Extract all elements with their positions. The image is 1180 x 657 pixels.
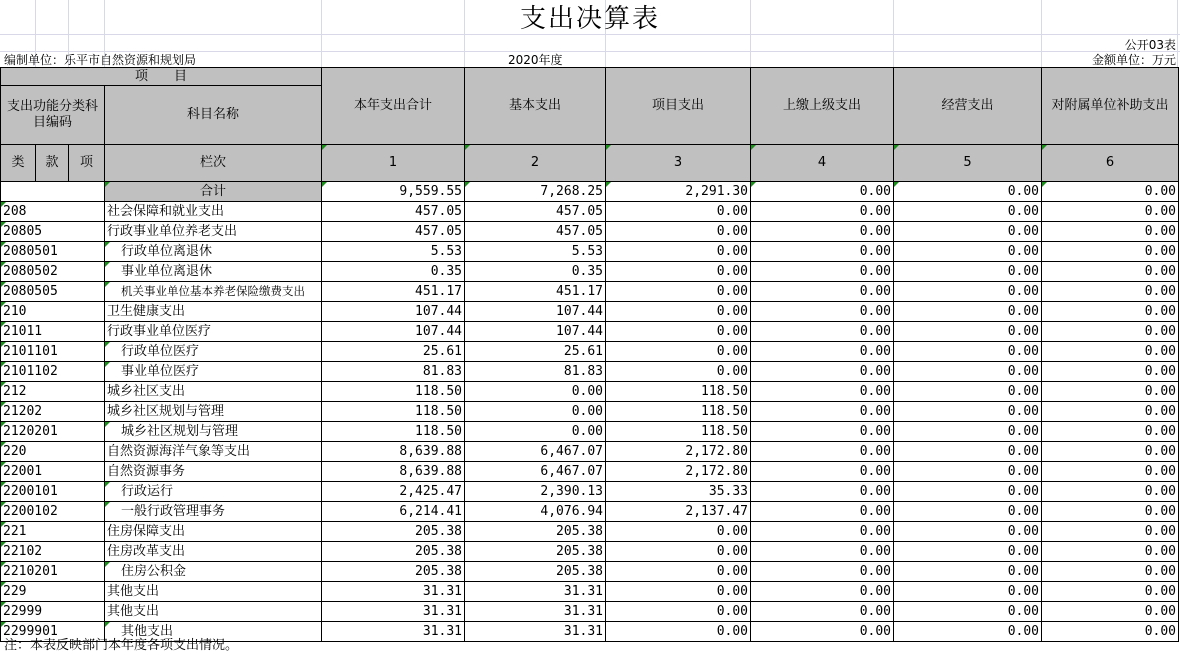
total-cell: 7,268.25 [465,182,606,202]
function-code-cell: 21011 [1,322,105,342]
amount-cell: 0.00 [465,402,606,422]
table-row [1,522,1179,542]
subject-name-cell: 事业单位医疗 [105,362,322,382]
col-header-6: 对附属单位补助支出 [1042,68,1179,145]
amount-cell: 0.00 [751,262,894,282]
fiscal-year: 2020年度 [508,53,563,67]
function-code-cell: 2200102 [1,502,105,522]
amount-cell: 0.00 [894,422,1042,442]
amount-cell: 0.00 [1042,522,1179,542]
subject-name-cell: 行政运行 [105,482,322,502]
amount-cell: 0.00 [751,362,894,382]
amount-cell: 2,172.80 [606,462,751,482]
amount-cell: 0.00 [751,322,894,342]
col-number-6: 6 [1042,145,1179,182]
amount-cell: 0.00 [606,522,751,542]
amount-cell: 0.00 [465,382,606,402]
amount-cell: 0.00 [1042,262,1179,282]
amount-cell: 2,425.47 [322,482,465,502]
function-code-cell: 210 [1,302,105,322]
amount-cell: 0.00 [894,582,1042,602]
amount-cell: 118.50 [322,402,465,422]
amount-cell: 0.35 [465,262,606,282]
amount-cell: 0.00 [1042,202,1179,222]
col-number-2: 2 [465,145,606,182]
reporting-unit: 编制单位：乐平市自然资源和规划局 [4,53,197,67]
lanci-label: 栏次 [105,145,322,182]
amount-cell: 0.00 [894,402,1042,422]
table-row [1,502,1179,522]
func-code-header: 支出功能分类科目编码 [1,86,105,145]
amount-cell: 0.00 [751,282,894,302]
amount-cell: 107.44 [465,322,606,342]
table-row [1,582,1179,602]
subject-name-cell: 其他支出 [105,622,322,642]
amount-cell: 0.00 [751,422,894,442]
amount-cell: 107.44 [322,302,465,322]
amount-cell: 107.44 [465,302,606,322]
amount-cell: 0.00 [751,222,894,242]
amount-cell: 31.31 [465,602,606,622]
subject-name-cell: 自然资源事务 [105,462,322,482]
col-number-3: 3 [606,145,751,182]
amount-cell: 0.00 [894,222,1042,242]
amount-cell: 0.00 [894,522,1042,542]
amount-cell: 6,467.07 [465,442,606,462]
subject-name-cell: 机关事业单位基本养老保险缴费支出 [105,282,322,302]
table-row [1,242,1179,262]
table-row [1,282,1179,302]
amount-cell: 0.00 [1042,342,1179,362]
amount-cell: 2,172.80 [606,442,751,462]
subject-name-cell: 城乡社区规划与管理 [105,402,322,422]
subject-name-cell: 城乡社区支出 [105,382,322,402]
amount-cell: 2,137.47 [606,502,751,522]
table-row [1,302,1179,322]
amount-cell: 8,639.88 [322,442,465,462]
table-note: 注：本表反映部门本年度各项支出情况。 [4,638,239,653]
amount-cell: 31.31 [465,582,606,602]
function-code-cell: 20805 [1,222,105,242]
amount-cell: 205.38 [322,522,465,542]
amount-cell: 6,214.41 [322,502,465,522]
amount-cell: 0.00 [1042,442,1179,462]
amount-cell: 0.00 [894,262,1042,282]
amount-cell: 0.00 [1042,302,1179,322]
amount-cell: 0.00 [894,242,1042,262]
subject-name-cell: 住房公积金 [105,562,322,582]
amount-cell: 0.00 [894,622,1042,642]
table-row [1,422,1179,442]
total-cell: 0.00 [894,182,1042,202]
amount-cell: 0.00 [751,442,894,462]
table-row [1,402,1179,422]
amount-cell: 0.00 [894,502,1042,522]
subject-name-cell: 住房改革支出 [105,542,322,562]
subject-name-cell: 行政事业单位养老支出 [105,222,322,242]
amount-cell: 0.00 [894,322,1042,342]
amount-cell: 205.38 [322,562,465,582]
amount-cell: 0.00 [1042,362,1179,382]
function-code-cell: 2101101 [1,342,105,362]
amount-cell: 0.00 [751,382,894,402]
col-header-1: 本年支出合计 [322,68,465,145]
amount-cell: 0.00 [894,202,1042,222]
amount-cell: 0.00 [1042,482,1179,502]
amount-cell: 205.38 [465,522,606,542]
col-header-4: 上缴上级支出 [751,68,894,145]
subject-name-cell: 社会保障和就业支出 [105,202,322,222]
amount-cell: 0.00 [751,562,894,582]
amount-cell: 457.05 [465,202,606,222]
table-row [1,462,1179,482]
amount-cell: 25.61 [322,342,465,362]
subject-name-cell: 其他支出 [105,582,322,602]
function-code-cell: 221 [1,522,105,542]
amount-cell: 8,639.88 [322,462,465,482]
amount-cell: 0.00 [894,342,1042,362]
amount-cell: 205.38 [322,542,465,562]
amount-cell: 451.17 [465,282,606,302]
amount-cell: 457.05 [465,222,606,242]
table-row [1,222,1179,242]
amount-cell: 0.00 [894,302,1042,322]
table-row [1,382,1179,402]
col-number-1: 1 [322,145,465,182]
amount-cell: 0.00 [1042,222,1179,242]
amount-cell: 31.31 [322,602,465,622]
amount-cell: 0.00 [1042,462,1179,482]
amount-cell: 0.00 [1042,542,1179,562]
amount-cell: 0.00 [751,482,894,502]
amount-cell: 118.50 [606,382,751,402]
table-row [1,482,1179,502]
total-cell: 9,559.55 [322,182,465,202]
lanci-row [1,145,1179,182]
amount-cell: 0.00 [606,582,751,602]
amount-cell: 0.00 [606,342,751,362]
function-code-cell: 22999 [1,602,105,622]
table-row [1,562,1179,582]
amount-cell: 6,467.07 [465,462,606,482]
amount-cell: 0.00 [606,562,751,582]
table-row [1,202,1179,222]
table-row [1,342,1179,362]
amount-cell: 118.50 [606,402,751,422]
report-title: 支出决算表 [519,4,660,34]
amount-cell: 0.00 [1042,322,1179,342]
amount-cell: 0.00 [751,342,894,362]
subject-name-cell: 自然资源海洋气象等支出 [105,442,322,462]
amount-cell: 0.00 [606,242,751,262]
amount-cell: 0.00 [751,542,894,562]
amount-cell: 0.00 [606,262,751,282]
subject-name-cell: 一般行政管理事务 [105,502,322,522]
amount-cell: 0.00 [1042,282,1179,302]
amount-cell: 0.00 [465,422,606,442]
subject-name-cell: 卫生健康支出 [105,302,322,322]
form-number: 公开03表 [1124,38,1176,52]
table-row [1,442,1179,462]
amount-cell: 451.17 [322,282,465,302]
subject-name-cell: 其他支出 [105,602,322,622]
amount-cell: 0.00 [606,362,751,382]
amount-cell: 0.00 [894,382,1042,402]
amount-cell: 0.00 [894,362,1042,382]
table-row [1,542,1179,562]
amount-cell: 205.38 [465,542,606,562]
amount-cell: 31.31 [465,622,606,642]
table-row [1,262,1179,282]
function-code-cell: 208 [1,202,105,222]
function-code-cell: 2080505 [1,282,105,302]
function-code-cell: 220 [1,442,105,462]
amount-cell: 81.83 [465,362,606,382]
header-row-1 [1,68,1179,86]
amount-cell: 0.00 [751,242,894,262]
amount-cell: 457.05 [322,202,465,222]
amount-cell: 0.00 [751,582,894,602]
item-header: 项 目 [1,68,322,86]
amount-cell: 0.00 [894,602,1042,622]
table-body [1,68,1179,642]
amount-cell: 0.00 [1042,502,1179,522]
amount-cell: 0.00 [894,482,1042,502]
amount-cell: 0.00 [751,622,894,642]
amount-cell: 4,076.94 [465,502,606,522]
total-label: 合计 [105,182,322,202]
col-header-5: 经营支出 [894,68,1042,145]
amount-cell: 0.00 [894,442,1042,462]
function-code-cell: 2101102 [1,362,105,382]
function-code-cell: 21202 [1,402,105,422]
amount-cell: 0.35 [322,262,465,282]
col-header-2: 基本支出 [465,68,606,145]
total-row [1,182,1179,202]
subject-name-cell: 事业单位离退休 [105,262,322,282]
amount-cell: 0.00 [751,302,894,322]
amount-cell: 0.00 [751,602,894,622]
amount-cell: 0.00 [1042,622,1179,642]
amount-cell: 0.00 [1042,582,1179,602]
amount-cell: 0.00 [606,622,751,642]
subject-name-cell: 行政单位离退休 [105,242,322,262]
amount-cell: 118.50 [606,422,751,442]
total-cell: 0.00 [751,182,894,202]
amount-cell: 0.00 [1042,402,1179,422]
amount-cell: 0.00 [1042,382,1179,402]
amount-cell: 457.05 [322,222,465,242]
amount-cell: 2,390.13 [465,482,606,502]
amount-cell: 31.31 [322,622,465,642]
amount-cell: 0.00 [606,542,751,562]
function-code-cell: 2299901 [1,622,105,642]
function-code-cell: 2080501 [1,242,105,262]
amount-unit: 金额单位：万元 [1091,53,1176,67]
function-code-cell: 2080502 [1,262,105,282]
amount-cell: 35.33 [606,482,751,502]
function-code-cell: 2120201 [1,422,105,442]
amount-cell: 0.00 [751,502,894,522]
amount-cell: 0.00 [1042,602,1179,622]
amount-cell: 0.00 [606,302,751,322]
amount-cell: 107.44 [322,322,465,342]
function-code-cell: 22001 [1,462,105,482]
total-cell: 0.00 [1042,182,1179,202]
amount-cell: 0.00 [894,562,1042,582]
subject-name-cell: 行政单位医疗 [105,342,322,362]
amount-cell: 0.00 [751,462,894,482]
amount-cell: 0.00 [1042,422,1179,442]
expenditure-table [0,67,1179,642]
amount-cell: 0.00 [894,462,1042,482]
amount-cell: 31.31 [322,582,465,602]
table-row [1,322,1179,342]
function-code-cell: 2210201 [1,562,105,582]
function-code-cell: 22102 [1,542,105,562]
amount-cell: 118.50 [322,422,465,442]
table-row [1,362,1179,382]
subject-name-cell: 住房保障支出 [105,522,322,542]
table-row [1,602,1179,622]
amount-cell: 0.00 [751,522,894,542]
amount-cell: 118.50 [322,382,465,402]
amount-cell: 5.53 [322,242,465,262]
amount-cell: 0.00 [606,222,751,242]
xiang-header: 项 [69,145,105,182]
amount-cell: 81.83 [322,362,465,382]
amount-cell: 0.00 [894,542,1042,562]
subject-name-cell: 行政事业单位医疗 [105,322,322,342]
col-number-5: 5 [894,145,1042,182]
function-code-cell: 2200101 [1,482,105,502]
amount-cell: 0.00 [606,602,751,622]
col-number-4: 4 [751,145,894,182]
amount-cell: 0.00 [1042,562,1179,582]
amount-cell: 0.00 [751,202,894,222]
amount-cell: 205.38 [465,562,606,582]
function-code-cell: 229 [1,582,105,602]
amount-cell: 0.00 [751,402,894,422]
amount-cell: 5.53 [465,242,606,262]
amount-cell: 25.61 [465,342,606,362]
subject-name-cell: 城乡社区规划与管理 [105,422,322,442]
col-header-3: 项目支出 [606,68,751,145]
total-cell: 2,291.30 [606,182,751,202]
amount-cell: 0.00 [894,282,1042,302]
amount-cell: 0.00 [606,202,751,222]
function-code-cell: 212 [1,382,105,402]
kuan-header: 款 [36,145,69,182]
amount-cell: 0.00 [1042,242,1179,262]
lei-header: 类 [1,145,36,182]
amount-cell: 0.00 [606,322,751,342]
amount-cell: 0.00 [606,282,751,302]
subject-name-header: 科目名称 [105,86,322,145]
